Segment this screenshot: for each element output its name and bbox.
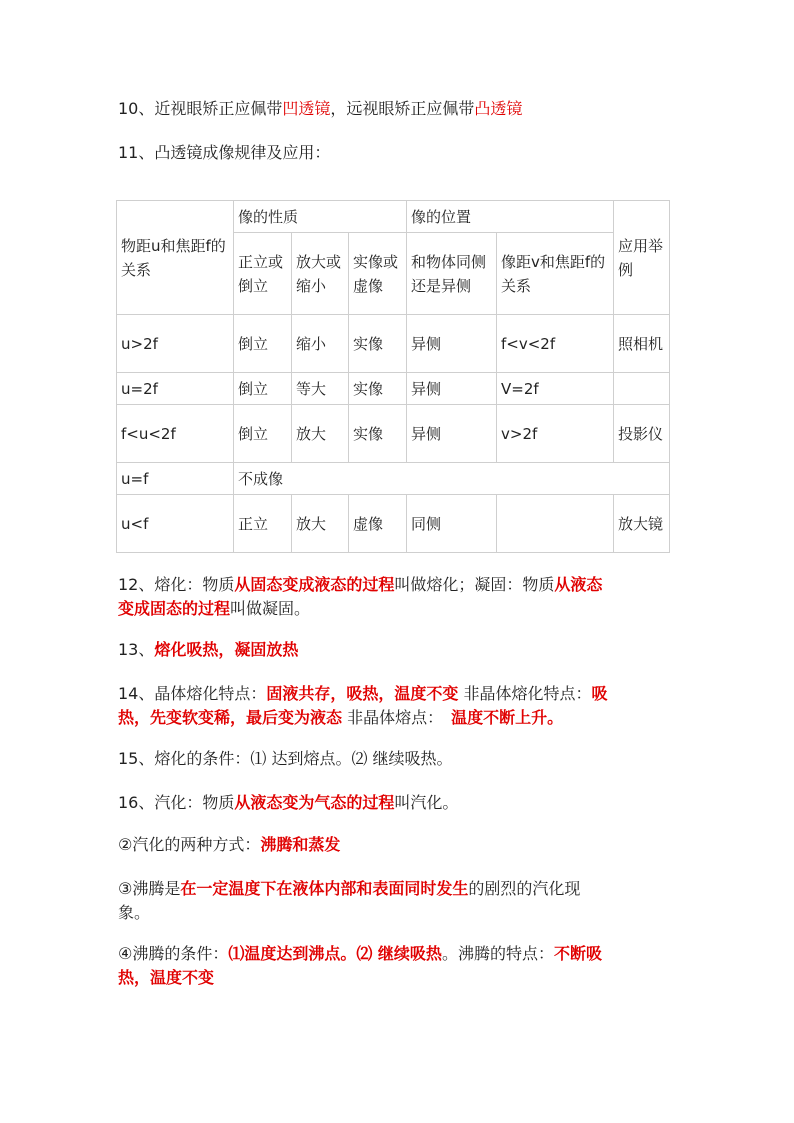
header-image-nature: 像的性质 [234,201,407,233]
cell-no-image: 不成像 [234,463,670,495]
item-10 [118,97,522,121]
cell-magnify: 缩小 [292,315,349,373]
item-14-crystal-features: 固液共存，吸热，温度不变 [266,684,459,703]
item-16-4-features-b: 热，温度不变 [118,968,215,987]
item-16-3-line-2 [118,901,150,925]
cell-application: 投影仪 [614,405,670,463]
cell-real: 实像 [349,315,407,373]
cell-relation: u=f [117,463,234,495]
header-upright: 正立或倒立 [234,233,292,315]
item-16-3-text-2: 的剧烈的汽化现 [468,879,581,898]
item-14-line-2 [118,706,563,730]
item-16-2-text: ②汽化的两种方式： [118,835,261,854]
cell-real: 虚像 [349,495,407,553]
item-14-amorphous-features-a: 吸 [591,684,608,703]
item-16-3-text-1: ③沸腾是 [118,879,181,898]
cell-upright: 倒立 [234,373,292,405]
header-image-position: 像的位置 [407,201,614,233]
item-16-4-line-2 [118,966,214,990]
item-12-line-2 [118,597,310,621]
item-16 [118,791,458,815]
cell-relation: u=2f [117,373,234,405]
item-16-4-line-1 [118,942,602,966]
item-16-text-1: 16、汽化：物质 [118,793,235,812]
item-10-convex-lens: 凸透镜 [474,99,523,118]
header-object-distance: 物距u和焦距f的关系 [117,201,234,315]
header-real: 实像或虚像 [349,233,407,315]
cell-relation: f<u<2f [117,405,234,463]
item-12-text-1: 12、熔化：物质 [118,575,235,594]
item-16-3-highlight: 在一定温度下在液体内部和表面同时发生 [180,879,469,898]
item-16-3-line-1 [118,877,580,901]
item-15 [118,747,453,771]
cell-upright: 正立 [234,495,292,553]
item-13 [118,638,298,662]
item-16-3-text-3: 象。 [118,903,151,922]
cell-magnify: 等大 [292,373,349,405]
cell-side: 异侧 [407,373,497,405]
table-row [117,373,670,405]
item-13-text: 13、 [118,640,155,659]
cell-image-distance: v>2f [497,405,614,463]
item-12-line-1 [118,573,602,597]
item-14-text-3: 非晶体熔点： [342,708,444,727]
table-row [117,463,670,495]
cell-side: 同侧 [407,495,497,553]
cell-real: 实像 [349,405,407,463]
item-16-4-features-a: 不断吸 [553,944,602,963]
cell-application [614,373,670,405]
cell-relation: u<f [117,495,234,553]
item-13-highlight: 熔化吸热，凝固放热 [154,640,299,659]
cell-side: 异侧 [407,405,497,463]
item-12-melting-definition: 从固态变成液态的过程 [234,575,395,594]
lens-imaging-table [116,200,670,553]
cell-image-distance: f<v<2f [497,315,614,373]
cell-image-distance [497,495,614,553]
cell-upright: 倒立 [234,315,292,373]
item-16-vaporization-definition: 从液态变为气态的过程 [234,793,395,812]
item-16-4-text-2: 。沸腾的特点： [441,944,554,963]
item-14-line-1 [118,682,608,706]
cell-relation: u>2f [117,315,234,373]
item-14-text-2: 非晶体熔化特点： [458,684,592,703]
table-row [117,405,670,463]
item-14-melting-point: 温度不断上升。 [451,708,564,727]
cell-application: 放大镜 [614,495,670,553]
header-application: 应用举例 [614,201,670,315]
item-16-2 [118,833,340,857]
item-15-text: 15、熔化的条件：⑴ 达到熔点。⑵ 继续吸热。 [118,749,453,768]
table-row [117,315,670,373]
item-12-text-3: 叫做凝固。 [230,599,311,618]
item-12-text-2: 叫做熔化；凝固：物质 [394,575,555,594]
item-10-concave-lens: 凹透镜 [282,99,331,118]
cell-magnify: 放大 [292,405,349,463]
cell-upright: 倒立 [234,405,292,463]
item-11-text: 11、凸透镜成像规律及应用： [118,143,331,162]
header-side: 和物体同侧还是异侧 [407,233,497,315]
item-16-text-2: 叫汽化。 [394,793,459,812]
header-magnify: 放大或缩小 [292,233,349,315]
cell-real: 实像 [349,373,407,405]
item-14-amorphous-features-b: 热，先变软变稀，最后变为液态 [118,708,343,727]
item-10-text-2: ，远视眼矫正应佩带 [330,99,475,118]
item-11 [118,141,330,165]
table-header-row-1 [117,201,670,233]
item-16-2-highlight: 沸腾和蒸发 [260,835,341,854]
cell-magnify: 放大 [292,495,349,553]
item-12-freezing-definition-b: 变成固态的过程 [118,599,231,618]
item-16-4-conditions: ⑴温度达到沸点。⑵ 继续吸热 [228,944,442,963]
header-image-distance: 像距v和焦距f的关系 [497,233,614,315]
cell-image-distance: V=2f [497,373,614,405]
table-row [117,495,670,553]
cell-application: 照相机 [614,315,670,373]
cell-side: 异侧 [407,315,497,373]
item-16-4-text-1: ④沸腾的条件： [118,944,229,963]
item-12-freezing-definition-a: 从液态 [554,575,603,594]
item-14-text-1: 14、晶体熔化特点： [118,684,267,703]
item-10-text-1: 10、近视眼矫正应佩带 [118,99,283,118]
